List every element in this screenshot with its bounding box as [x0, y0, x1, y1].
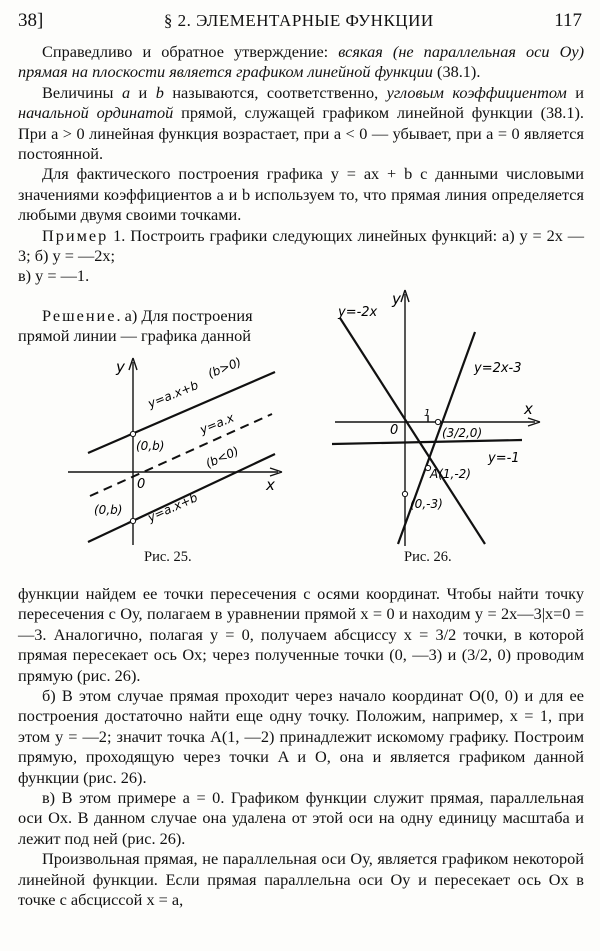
fig25-bneg-label: (b<0) — [203, 443, 241, 471]
paragraph-example-c: в) y = —1. — [18, 266, 90, 286]
fig25-pt-top-label: (0,b) — [136, 439, 165, 453]
fig25-point-top — [130, 431, 135, 436]
paragraph-intersection: функции найдем ее точки пересечения с осями координат. Чтобы найти точку пересечения с Оу, полагаем в уравнении прямой x = 0 и находим y = 2x—3|x=0 = —3. Аналогично, полагая y = 0, получаем абсциссу x = 3/2 точки, в которой прямая пересекает ось Ох; через полученные точки (0, —3) и (3/2, 0) проводим прямую (рис. 26). — [18, 584, 584, 685]
upper-text — [18, 42, 584, 287]
fig26-y-label: y — [392, 290, 401, 308]
fig25-line1-label: y=a.x+b — [145, 377, 201, 411]
running-header — [18, 10, 582, 36]
fig25-x-label: x — [266, 476, 275, 494]
fig26-one-label: 1 — [424, 408, 431, 419]
paragraph-arbitrary-line: Произвольная прямая, не параллельная оси Оу, является графиком некоторой линейной функции. Если прямая параллельна оси Оу и пересекает ось Ох в точке с абсциссой x = a, — [18, 849, 584, 910]
paragraph-converse: Справедливо и обратное утверждение: всякая (не параллельная оси Оу) прямая на плоскости является графиком линейной функции (38.1). — [18, 42, 584, 82]
fig25-caption: Рис. 25. — [144, 549, 192, 565]
paragraph-case-b: б) В этом случае прямая проходит через начало координат O(0, 0) и для ее построения достаточно найти еще одну точку. Положим, например, x = 1, при этом y = —2; значит точка A(1, —2) принадлежит искомому графику. Построим прямую, проходящую через точки A и O, она и является графиком данной функции (рис. 26). — [18, 686, 584, 787]
fig25-origin-label: 0 — [137, 477, 146, 492]
fig26-point-03 — [402, 491, 407, 496]
running-title: § 2. ЭЛЕМЕНТАРНЫЕ ФУНКЦИИ — [163, 11, 434, 30]
fig25-pt-bottom-label: (0,b) — [94, 503, 123, 517]
fig26-origin-label: 0 — [390, 423, 399, 438]
fig26-m1-label: y=-1 — [488, 451, 520, 466]
fig26-neg2x-label: y=-2x — [338, 305, 378, 320]
lower-text — [18, 584, 584, 911]
fig26-pt03-label: (0,-3) — [410, 497, 443, 511]
page-number: 117 — [554, 10, 582, 31]
paragraph-case-c: в) В этом примере a = 0. Графиком функции служит прямая, параллельная оси Ох. В данном случае она удалена от этой оси на одну единицу масштаба и лежит под ней (рис. 26). — [18, 788, 584, 848]
paragraph-example: Пример 1. Построить графики следующих линейных функций: а) y = 2x — 3; б) y = —2x; — [18, 225, 584, 266]
fig25-y-label: y — [116, 358, 125, 376]
fig26-2x3-label: y=2x-3 — [474, 361, 522, 376]
fig25-bpos-label: (b>0) — [205, 354, 244, 381]
fig26-line-minus1 — [332, 440, 522, 444]
solution-start: Решение. а) Для построения прямой линии — графика данной — [18, 306, 318, 347]
fig26-x-label: x — [524, 400, 533, 418]
fig26-ptA-label: A(1,-2) — [430, 467, 471, 481]
figure-25 — [60, 350, 300, 550]
paragraph-construction: Для фактического построения графика y = ax + b с данными числовыми значениями коэффициентов a и b используем то, что прямая линия определяется любыми двумя своими точками. — [18, 164, 584, 225]
figure-26 — [310, 282, 590, 550]
fig25-line2-label: y=a.x — [197, 410, 236, 437]
paragraph-coefficients: Величины a и b называются, соответственно, угловым коэффициентом и начальной ординатой прямой, служащей графиком линейной функции (38.1). При a > 0 линейная функция возрастает, при a < 0 — убывает, при a = 0 является постоянной. — [18, 82, 584, 164]
section-number: 38] — [18, 10, 44, 31]
paragraph-solution: Решение. а) Для построения — [42, 306, 253, 325]
fig26-caption: Рис. 26. — [404, 549, 452, 565]
fig25-point-bottom — [130, 518, 135, 523]
fig26-pt32-label: (3/2,0) — [442, 426, 483, 440]
fig26-point-32 — [435, 419, 440, 424]
fig25-line3-label: y=a.x+b — [145, 490, 200, 525]
fig25-line-through-origin — [90, 414, 272, 496]
